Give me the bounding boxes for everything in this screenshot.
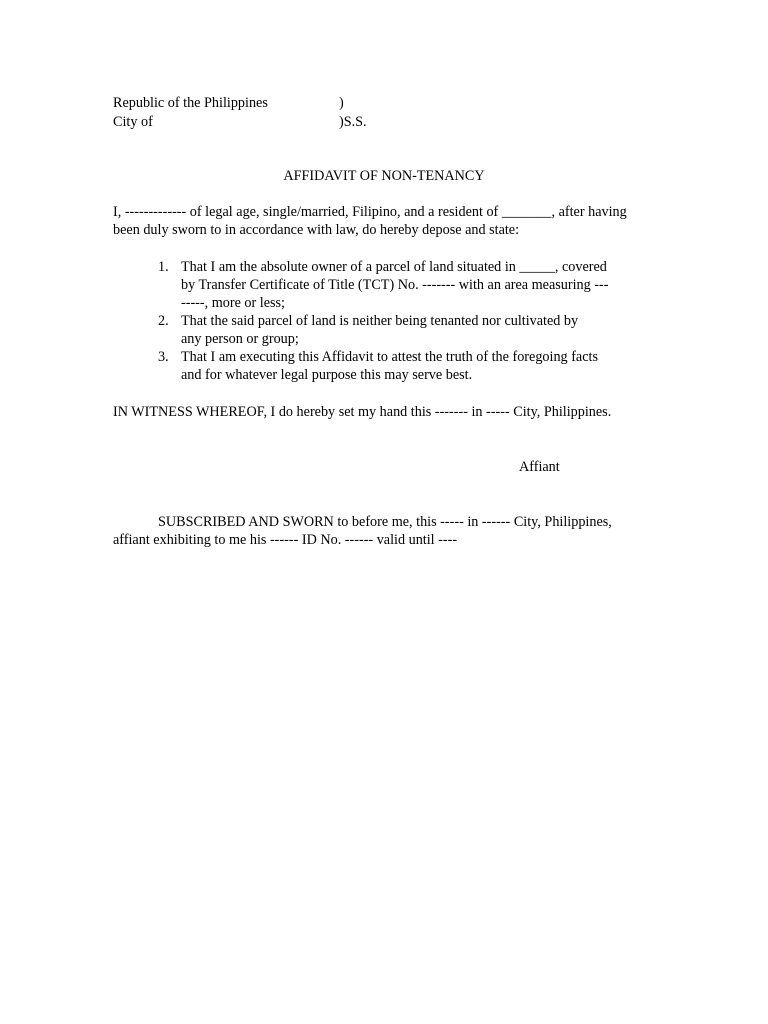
republic-label: Republic of the Philippines	[113, 95, 268, 111]
statement-item-1	[113, 258, 653, 312]
statement-line: That I am executing this Affidavit to attest the truth of the foregoing facts	[181, 349, 598, 365]
jurat-line-2: affiant exhibiting to me his ------ ID No. ------ valid until ----	[113, 532, 458, 548]
document-title: AFFIDAVIT OF NON-TENANCY	[283, 168, 485, 184]
statement-line: That I am the absolute owner of a parcel of land situated in _____, covered	[181, 259, 607, 275]
affiant-signature-label: Affiant	[519, 459, 560, 475]
intro-paragraph: I, ------------- of legal age, single/married, Filipino, and a resident of _______, after having been duly sworn to in accordance with law, do hereby depose and state:	[113, 204, 627, 238]
statement-line: That the said parcel of land is neither being tenanted nor cultivated by	[181, 313, 579, 329]
statement-line: -----, more or less;	[181, 295, 286, 311]
ss-mark: )S.S.	[339, 114, 367, 130]
venue-city-row	[113, 113, 413, 131]
statement-line: any person or group;	[181, 331, 299, 347]
venue-republic-row	[113, 94, 413, 112]
statement-item-3	[113, 348, 653, 384]
statement-number: 2.	[158, 313, 169, 329]
statement-line: by Transfer Certificate of Title (TCT) No. ------- with an area measuring ---	[181, 277, 609, 293]
statements-list	[113, 258, 653, 384]
witness-clause: IN WITNESS WHEREOF, I do hereby set my hand this ------- in ----- City, Philippines.	[113, 404, 612, 420]
city-label: City of	[113, 114, 153, 130]
jurat-paragraph	[113, 513, 643, 549]
jurat-line-1: SUBSCRIBED AND SWORN to before me, this ----- in ------ City, Philippines,	[158, 514, 612, 530]
statement-line: and for whatever legal purpose this may serve best.	[181, 367, 473, 383]
statement-number: 3.	[158, 349, 169, 365]
statement-item-2	[113, 312, 653, 348]
republic-bracket: )	[339, 95, 344, 111]
statement-number: 1.	[158, 259, 169, 275]
